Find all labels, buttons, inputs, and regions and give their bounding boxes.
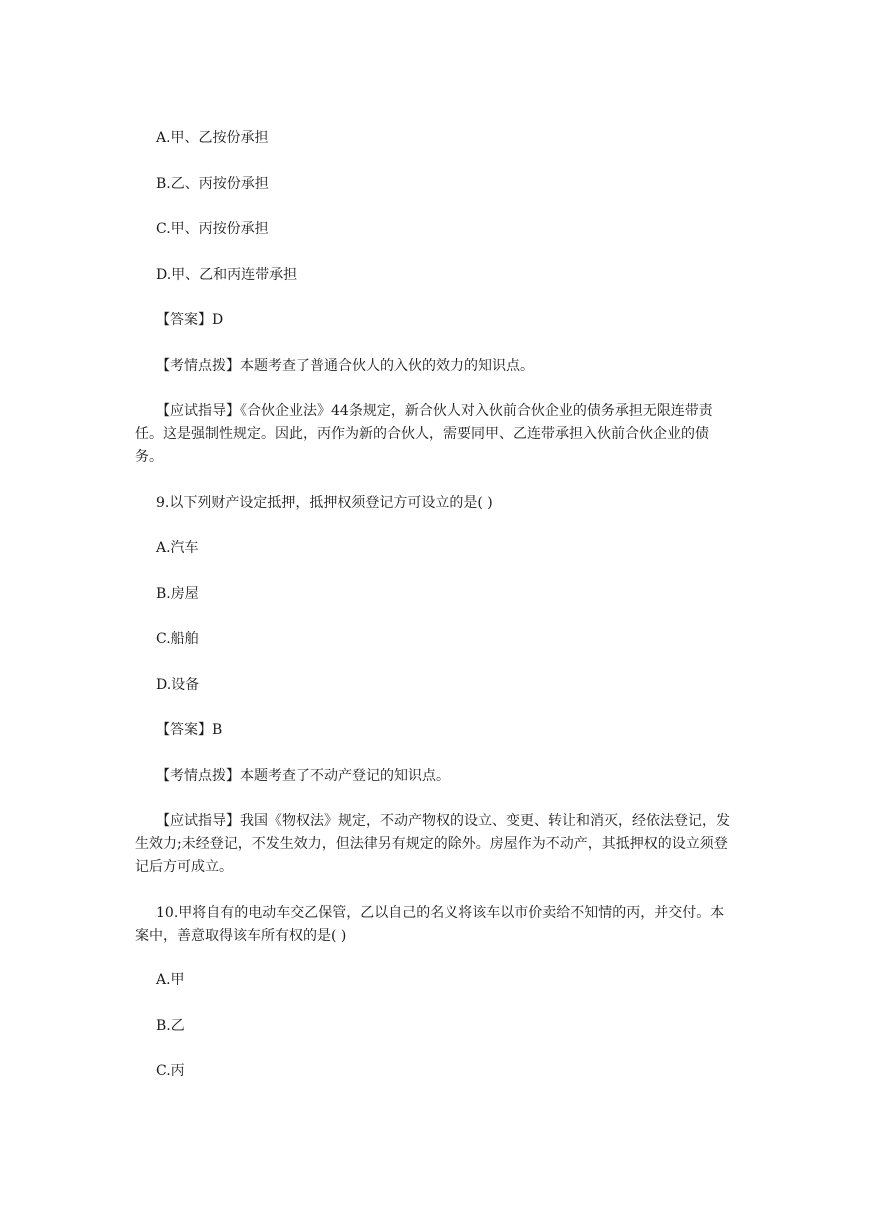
q9-option-b: B.房屋 <box>156 586 199 602</box>
q9-exam-guide: 【应试指导】我国《物权法》规定，不动产物权的设立、变更、转让和消灭，经依法登记，发生效力;未经登记，不发生效力，但法律另有规定的除外。房屋作为不动产，其抵押权的设立须登记后方可成立。 <box>135 813 730 875</box>
q8-option-a: A.甲、乙按份承担 <box>156 130 269 146</box>
q8-answer: 【答案】D <box>156 312 224 328</box>
q9-option-c: C.船舶 <box>156 631 199 647</box>
q9-option-d: D.设备 <box>156 677 200 693</box>
q8-exam-point: 【考情点拨】本题考查了普通合伙人的入伙的效力的知识点。 <box>156 358 534 374</box>
q8-option-b: B.乙、丙按份承担 <box>156 176 269 192</box>
q9-exam-point: 【考情点拨】本题考查了不动产登记的知识点。 <box>156 768 450 784</box>
q10-question: 10.甲将自有的电动车交乙保管，乙以自己的名义将该车以市价卖给不知情的丙，并交付。本案中，善意取得该车所有权的是( ) <box>135 905 725 944</box>
q10-option-c: C.丙 <box>156 1063 185 1079</box>
q10-option-b: B.乙 <box>156 1018 185 1034</box>
q8-option-d: D.甲、乙和丙连带承担 <box>156 267 298 283</box>
q9-option-a: A.汽车 <box>156 540 199 556</box>
q8-option-c: C.甲、丙按份承担 <box>156 221 269 237</box>
q8-exam-guide: 【应试指导】《合伙企业法》44条规定，新合伙人对入伙前合伙企业的债务承担无限连带责任。这是强制性规定。因此，丙作为新的合伙人，需要同甲、乙连带承担入伙前合伙企业的债务。 <box>135 403 713 465</box>
q10-option-a: A.甲 <box>156 972 185 988</box>
q9-question: 9.以下列财产设定抵押，抵押权须登记方可设立的是( ) <box>156 495 493 511</box>
q9-answer: 【答案】B <box>156 722 223 738</box>
